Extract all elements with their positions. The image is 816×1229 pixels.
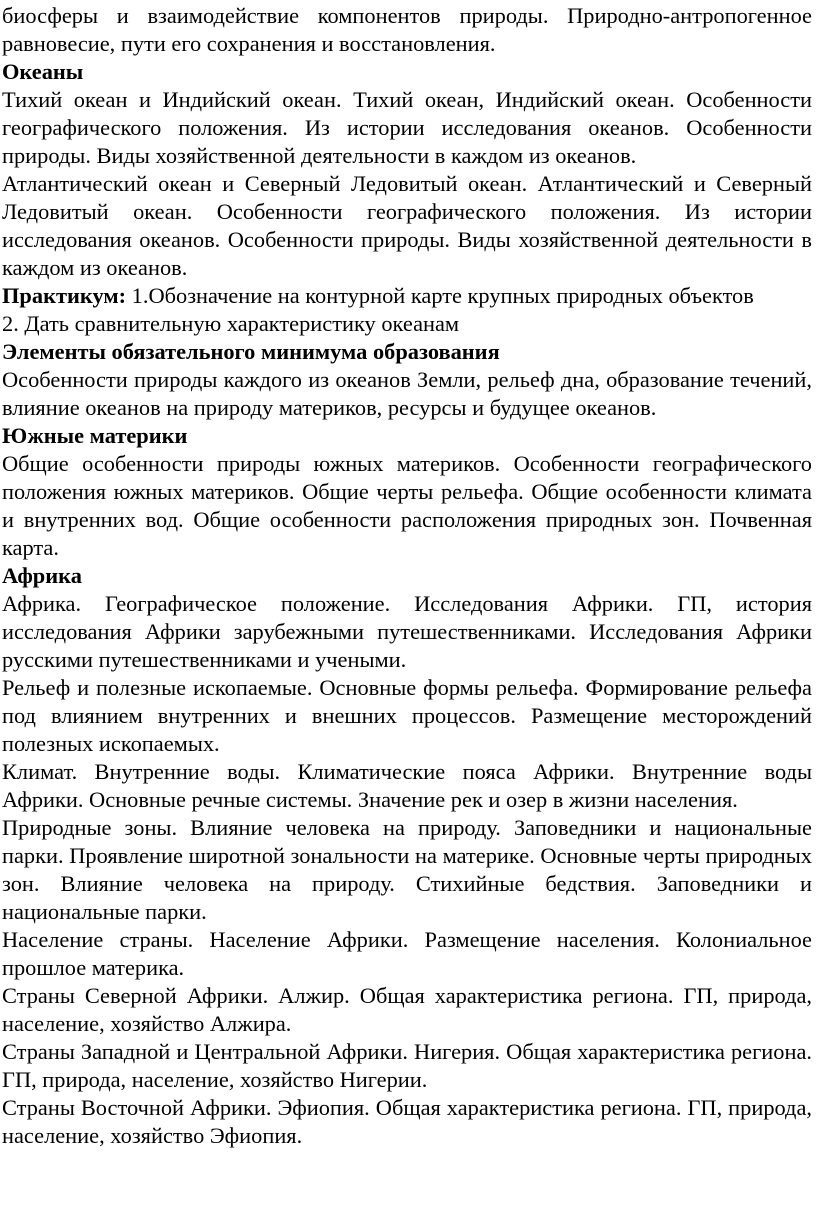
paragraph-atlantic-arctic: Атлантический океан и Северный Ледовитый океан. Атлантический и Северный Ледовитый океан. Особенности географического положения. Из истории исследования океанов. Особенности природы. Виды хозяйственной деятельности в каждом из океанов.: [2, 171, 812, 280]
heading-southern-continents: Южные материки: [2, 423, 188, 448]
heading-minimum-elements: Элементы обязательного минимума образования: [2, 339, 500, 364]
paragraph-southern-continents: Общие особенности природы южных материков. Особенности географического положения южных материков. Общие черты рельефа. Общие особенности климата и внутренних вод. Общие особенности расположения природных зон. Почвенная карта.: [2, 451, 812, 560]
paragraph-west-central-africa: Страны Западной и Центральной Африки. Нигерия. Общая характеристика региона. ГП, природа, население, хозяйство Нигерии.: [2, 1039, 812, 1092]
paragraph-africa-relief: Рельеф и полезные ископаемые. Основные формы рельефа. Формирование рельефа под влиянием внутренних и внешних процессов. Размещение месторождений полезных ископаемых.: [2, 675, 812, 756]
paragraph-africa-population: Население страны. Население Африки. Размещение населения. Колониальное прошлое материка.: [2, 927, 812, 980]
heading-oceans: Океаны: [2, 59, 84, 84]
paragraph-biosphere: биосферы и взаимодействие компонентов природы. Природно-антропогенное равновесие, пути его сохранения и восстановления.: [2, 3, 812, 56]
paragraph-east-africa: Страны Восточной Африки. Эфиопия. Общая характеристика региона. ГП, природа, население, хозяйство Эфиопия.: [2, 1095, 812, 1148]
heading-africa: Африка: [2, 563, 82, 588]
paragraph-practicum: [2, 282, 812, 310]
paragraph-africa-climate: Климат. Внутренние воды. Климатические пояса Африки. Внутренние воды Африки. Основные речные системы. Значение рек и озер в жизни населения.: [2, 759, 812, 812]
paragraph-ocean-features: Особенности природы каждого из океанов Земли, рельеф дна, образование течений, влияние океанов на природу материков, ресурсы и будущее океанов.: [2, 367, 812, 420]
paragraph-practicum-item-2: 2. Дать сравнительную характеристику океанам: [2, 311, 460, 336]
paragraph-africa-position: Африка. Географическое положение. Исследования Африки. ГП, история исследования Африки зарубежными путешественниками. Исследования Африки русскими путешественниками и учеными.: [2, 591, 812, 672]
paragraph-north-africa: Страны Северной Африки. Алжир. Общая характеристика региона. ГП, природа, население, хозяйство Алжира.: [2, 983, 812, 1036]
paragraph-africa-zones: Природные зоны. Влияние человека на природу. Заповедники и национальные парки. Проявление широтной зональности на материке. Основные черты природных зон. Влияние человека на природу. Стихийные бедствия. Заповедники и национальные парки.: [2, 815, 812, 924]
practicum-text: 1.Обозначение на контурной карте крупных природных объектов: [126, 283, 754, 308]
paragraph-pacific-indian: Тихий океан и Индийский океан. Тихий океан, Индийский океан. Особенности географического положения. Из истории исследования океанов. Особенности природы. Виды хозяйственной деятельности в каждом из океанов.: [2, 87, 812, 168]
practicum-label: Практикум:: [2, 283, 127, 308]
